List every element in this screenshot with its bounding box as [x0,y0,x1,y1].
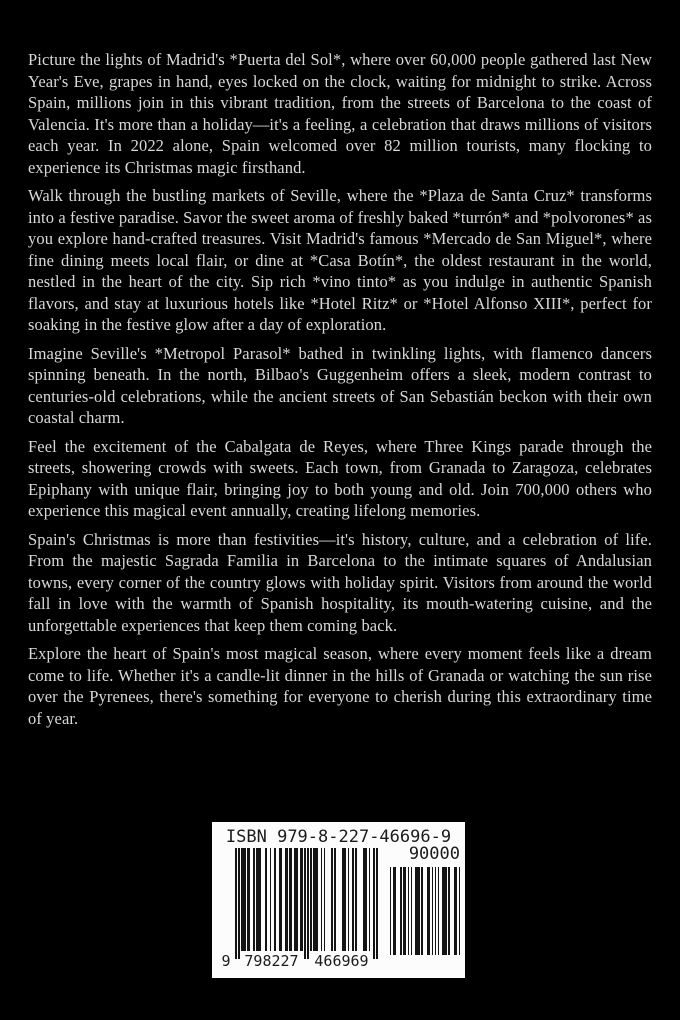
cover-text-block [28,49,652,736]
barcode-digits-left-group: 798227 [244,952,299,970]
cover-paragraph-3: Imagine Seville's *Metropol Parasol* bathed in twinkling lights, with flamenco dancers spinning beneath. In the north, Bilbao's Guggenheim offers a sleek, modern contrast to centuries-old celebrations, while the ancient streets of San Sebastián beckon with their own coastal charm. [28,343,652,427]
barcode-digit-first: 9 [221,952,231,970]
barcode-digits-right-group: 466969 [314,952,369,970]
cover-paragraph-2: Walk through the bustling markets of Seville, where the *Plaza de Santa Cruz* transforms into a festive paradise. Savor the sweet aroma of freshly baked *turrón* and *polvorones* as you explore hand-crafted treasures. Visit Madrid's famous *Mercado de San Miguel*, where fine dining meets local flair, or dine at *Casa Botín*, the oldest restaurant in the world, nestled in the heart of the city. Sip rich *vino tinto* as you indulge in authentic Spanish flavors, and stay at luxurious hotels like *Hotel Ritz* or *Hotel Alfonso XIII*, perfect for soaking in the festive glow after a day of exploration. [28,186,652,334]
isbn-label: ISBN 979-8-227-46696-9 [225,827,452,847]
ean13-barcode [235,848,378,959]
ean5-barcode [388,867,460,955]
barcode-panel [212,822,465,978]
cover-paragraph-5: Spain's Christmas is more than festivities—it's history, culture, and a celebration of life. From the majestic Sagrada Familia in Barcelona to the intimate squares of Andalusian towns, every corner of the country glows with holiday spirit. Visitors from around the world fall in love with the warmth of Spanish hospitality, its mouth-watering cuisine, and the unforgettable experiences that keep them coming back. [28,529,652,635]
cover-paragraph-4: Feel the excitement of the Cabalgata de Reyes, where Three Kings parade through the streets, showering crowds with sweets. Each town, from Granada to Zaragoza, celebrates Epiphany with unique flair, bringing joy to both young and old. Join 700,000 others who experience this magical event annually, creating lifelong memories. [28,436,652,520]
cover-paragraph-6: Explore the heart of Spain's most magical season, where every moment feels like a dream come to life. Whether it's a candle-lit dinner in the hills of Granada or watching the sun rise over the Pyrenees, there's something for everyone to cherish during this extraordinary time of year. [28,644,652,728]
price-code-label: 90000 [408,844,460,864]
cover-paragraph-1: Picture the lights of Madrid's *Puerta del Sol*, where over 60,000 people gathered last New Year's Eve, grapes in hand, eyes locked on the clock, waiting for midnight to strike. Across Spain, millions join in this vibrant tradition, from the streets of Barcelona to the coast of Valencia. It's more than a holiday—it's a feeling, a celebration that draws millions of visitors each year. In 2022 alone, Spain welcomed over 82 million tourists, many flocking to experience its Christmas magic firsthand. [28,50,652,177]
